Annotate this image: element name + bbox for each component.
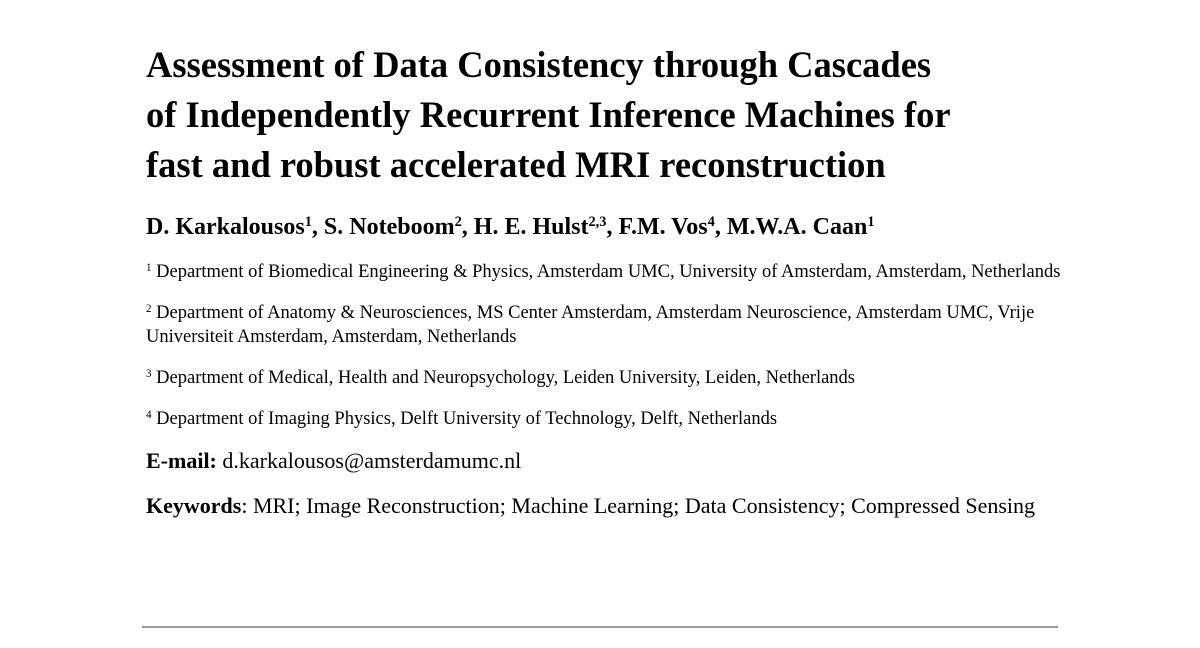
author-affil-marker: 4: [707, 214, 715, 231]
author-name: D. Karkalousos: [146, 214, 305, 240]
keywords-list: : MRI; Image Reconstruction; Machine Learning; Data Consistency; Compressed Sensing: [241, 493, 1036, 518]
keywords-line: [146, 491, 1066, 521]
affiliation: [146, 366, 1066, 390]
email-line: [146, 447, 1066, 475]
affiliation: [146, 260, 1066, 284]
author-name: S. Noteboom: [323, 214, 455, 240]
author-separator: ,: [461, 214, 474, 240]
author-affil-marker: 2,3: [588, 214, 607, 231]
author-list: [146, 212, 1066, 242]
section-divider: [142, 626, 1058, 628]
affiliation-text: Department of Medical, Health and Neuropsychology, Leiden University, Leiden, Netherlands: [156, 368, 856, 388]
author-name: M.W.A. Caan: [726, 214, 868, 240]
affiliation-number: 4: [146, 408, 152, 421]
paper-front-matter: [146, 40, 1066, 521]
affiliation-number: 2: [146, 302, 152, 315]
author-separator: ,: [714, 214, 727, 240]
author-affil-marker: 1: [304, 214, 312, 231]
affiliation-number: 3: [146, 367, 152, 380]
email-label: E-mail:: [146, 448, 217, 473]
author-name: H. E. Hulst: [473, 214, 589, 240]
affiliation-text: Department of Biomedical Engineering & Physics, Amsterdam UMC, University of Amsterdam, Amsterdam, Netherlands: [156, 262, 1061, 282]
author-separator: ,: [311, 214, 324, 240]
author-name: F.M. Vos: [618, 214, 708, 240]
email-address[interactable]: d.karkalousos@amsterdamumc.nl: [222, 448, 522, 473]
affiliation-text: Department of Anatomy & Neurosciences, MS Center Amsterdam, Amsterdam Neuroscience, Amsterdam UMC, Vrije Universiteit Amsterdam, Amsterdam, Netherlands: [146, 303, 1035, 347]
author-affil-marker: 2: [454, 214, 462, 231]
title-line: Assessment of Data Consistency through Cascades: [146, 44, 932, 85]
keywords-label: Keywords: [146, 493, 242, 518]
affiliation: [146, 407, 1066, 431]
affiliation: [146, 301, 1066, 349]
title-line: of Independently Recurrent Inference Machines for: [146, 94, 951, 135]
paper-title: [146, 40, 1066, 190]
author-separator: ,: [606, 214, 619, 240]
author-affil-marker: 1: [867, 214, 875, 231]
affiliation-text: Department of Imaging Physics, Delft University of Technology, Delft, Netherlands: [156, 409, 778, 429]
title-line: fast and robust accelerated MRI reconstruction: [146, 144, 886, 185]
affiliation-number: 1: [146, 261, 152, 274]
